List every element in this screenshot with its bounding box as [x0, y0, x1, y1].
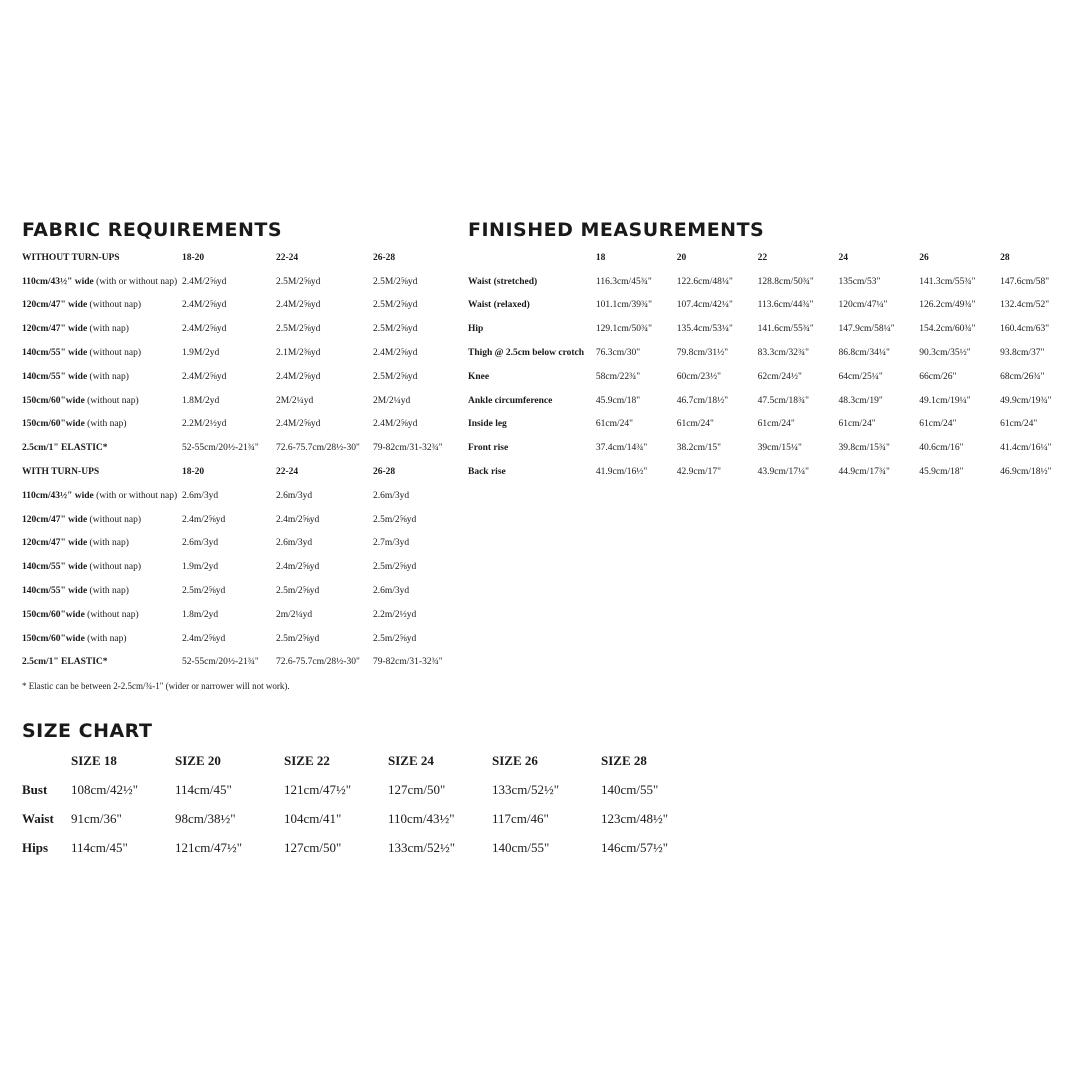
fm-value-cell: 61cm/24" — [757, 419, 795, 430]
fm-value-cell: 154.2cm/60¾" — [919, 324, 976, 335]
fabric-amount-cell: 2.5M/2⅝yd — [276, 324, 321, 335]
nap-note: (with or without nap) — [96, 490, 178, 501]
sc-header-row — [22, 746, 681, 775]
fabric-amount-cell: 2.6m/3yd — [182, 490, 219, 501]
sc-size-header: SIZE 18 — [71, 752, 117, 768]
sc-value-cell: 140cm/55" — [601, 781, 659, 797]
fabric-with-row — [22, 484, 448, 508]
sc-value-cell: 114cm/45" — [71, 839, 128, 855]
fm-header-row — [468, 246, 1080, 270]
fabric-amount-cell: 79-82cm/31-32¾" — [373, 443, 443, 454]
fabric-amount-cell: 2.4m/2⅝yd — [276, 562, 320, 573]
nap-note: (without nap) — [89, 300, 141, 311]
sc-row — [22, 775, 681, 804]
fabric-with-row — [22, 579, 448, 603]
fabric-amount-cell: 2.4M/2⅝yd — [182, 371, 227, 382]
fabric-width-label — [22, 484, 182, 508]
fm-value-cell: 39cm/15¼" — [757, 443, 802, 454]
finished-measurements-table — [468, 246, 1080, 484]
sc-row — [22, 804, 681, 833]
fm-measure-label: Waist (relaxed) — [468, 300, 530, 311]
fm-value-cell: 61cm/24" — [919, 419, 957, 430]
fabric-width-text: 140cm/55" wide — [22, 586, 88, 597]
fabric-width-text: 110cm/43½" wide — [22, 276, 94, 287]
sc-value-cell: 108cm/42½" — [71, 781, 139, 797]
sc-size-header: SIZE 24 — [388, 752, 434, 768]
fabric-width-label — [22, 532, 182, 556]
fabric-amount-cell: 2.6m/3yd — [276, 538, 313, 549]
sc-header-blank — [22, 746, 71, 775]
fabric-amount-cell: 2.7m/3yd — [373, 538, 410, 549]
fabric-with-header-cell: 26-28 — [373, 467, 396, 478]
fm-value-cell: 66cm/26" — [919, 371, 957, 382]
fabric-without-row — [22, 294, 448, 318]
fm-value-cell: 68cm/26¾" — [1000, 371, 1045, 382]
fm-value-cell: 160.4cm/63" — [1000, 324, 1050, 335]
fm-header-blank — [468, 246, 596, 270]
fabric-width-text: 2.5cm/1" ELASTIC* — [22, 443, 108, 454]
fabric-width-text: 140cm/55" wide — [22, 348, 88, 359]
fm-row — [468, 294, 1080, 318]
fabric-with-row — [22, 651, 448, 675]
fm-value-cell: 49.1cm/19¼" — [919, 395, 971, 406]
fm-value-cell: 42.9cm/17" — [676, 467, 722, 478]
fm-value-cell: 43.9cm/17¼" — [757, 467, 809, 478]
fabric-without-header-cell: 26-28 — [373, 252, 396, 263]
fabric-width-text: 110cm/43½" wide — [22, 490, 94, 501]
fabric-amount-cell: 2.5m/2⅝yd — [373, 514, 417, 525]
fm-measure-label: Ankle circumference — [468, 395, 553, 406]
fm-value-cell: 86.8cm/34¼" — [838, 348, 890, 359]
fabric-amount-cell: 2M/2¼yd — [373, 395, 411, 406]
fm-size-header: 24 — [838, 252, 848, 263]
fabric-amount-cell: 52-55cm/20½-21¾" — [182, 443, 259, 454]
fabric-amount-cell: 2.5M/2⅝yd — [373, 300, 418, 311]
sc-value-cell: 117cm/46" — [492, 810, 549, 826]
fm-measure-label: Knee — [468, 371, 490, 382]
fabric-amount-cell: 2.5M/2⅝yd — [373, 371, 418, 382]
fabric-amount-cell: 2.4M/2⅝yd — [373, 419, 418, 430]
sc-value-cell: 146cm/57½" — [601, 839, 669, 855]
fabric-without-row — [22, 365, 448, 389]
finished-measurements-heading: FINISHED MEASUREMENTS — [468, 219, 765, 241]
fm-value-cell: 116.3cm/45¾" — [595, 276, 652, 287]
fabric-amount-cell: 2M/2¼yd — [276, 395, 314, 406]
fabric-amount-cell: 2.5m/2⅝yd — [373, 633, 417, 644]
fabric-width-text: 140cm/55" wide — [22, 562, 88, 573]
fm-value-cell: 39.8cm/15¾" — [838, 443, 890, 454]
fm-value-cell: 47.5cm/18¾" — [757, 395, 809, 406]
sc-value-cell: 127cm/50" — [284, 839, 342, 855]
fm-value-cell: 64cm/25¼" — [838, 371, 883, 382]
fabric-amount-cell: 1.8M/2yd — [182, 395, 220, 406]
sc-value-cell: 114cm/45" — [175, 781, 232, 797]
fabric-amount-cell: 2.6m/3yd — [276, 490, 313, 501]
fm-size-header: 26 — [919, 252, 929, 263]
nap-note: (with nap) — [87, 633, 127, 644]
fabric-width-text: 150cm/60"wide — [22, 609, 85, 620]
sc-size-header: SIZE 20 — [175, 752, 221, 768]
fabric-amount-cell: 2.4M/2⅝yd — [182, 276, 227, 287]
fm-value-cell: 141.3cm/55¾" — [919, 276, 976, 287]
fabric-width-label — [22, 436, 182, 460]
fabric-width-text: 150cm/60"wide — [22, 633, 85, 644]
fm-value-cell: 44.9cm/17¾" — [838, 467, 890, 478]
fabric-amount-cell: 2.5m/2⅝yd — [373, 562, 417, 573]
fabric-width-label — [22, 413, 182, 437]
fabric-amount-cell: 72.6-75.7cm/28½-30" — [276, 443, 360, 454]
fm-value-cell: 126.2cm/49¾" — [919, 300, 976, 311]
fabric-width-label — [22, 317, 182, 341]
fm-row — [468, 317, 1080, 341]
fm-size-header: 18 — [595, 252, 606, 263]
fabric-without-turnups-section — [22, 246, 448, 460]
fabric-amount-cell: 2.2m/2½yd — [373, 609, 417, 620]
fabric-without-row — [22, 270, 448, 294]
fabric-amount-cell: 2.5M/2⅝yd — [373, 324, 418, 335]
sc-measure-label: Bust — [22, 781, 48, 797]
fm-value-cell: 37.4cm/14¾" — [595, 443, 648, 454]
fabric-with-row — [22, 627, 448, 651]
fm-value-cell: 58cm/22¾" — [595, 371, 641, 382]
fm-value-cell: 83.3cm/32¾" — [757, 348, 809, 359]
nap-note: (with or without nap) — [96, 276, 178, 287]
fm-value-cell: 61cm/24" — [1000, 419, 1038, 430]
fabric-width-label — [22, 603, 182, 627]
fabric-amount-cell: 2.1M/2⅜yd — [276, 348, 321, 359]
elastic-footnote: * Elastic can be between 2-2.5cm/¾-1" (wider or narrower will not work). — [22, 681, 290, 691]
fabric-amount-cell: 1.9m/2yd — [182, 562, 219, 573]
fabric-with-turnups-section — [22, 460, 448, 674]
fabric-amount-cell: 2.5M/2⅝yd — [373, 276, 418, 287]
fm-row — [468, 341, 1080, 365]
fabric-without-row — [22, 436, 448, 460]
fabric-without-row — [22, 389, 448, 413]
fabric-with-row — [22, 532, 448, 556]
nap-note: (without nap) — [89, 514, 141, 525]
fm-value-cell: 61cm/24" — [595, 419, 634, 430]
sc-value-cell: 123cm/48½" — [601, 810, 669, 826]
sc-value-cell: 104cm/41" — [284, 810, 342, 826]
sc-value-cell: 98cm/38½" — [175, 810, 236, 826]
sc-value-cell: 91cm/36" — [71, 810, 122, 826]
sc-measure-label: Hips — [22, 839, 49, 855]
fabric-width-text: 120cm/47" wide — [22, 300, 88, 311]
sc-value-cell: 121cm/47½" — [284, 781, 352, 797]
fabric-width-label — [22, 651, 182, 675]
sc-value-cell: 133cm/52½" — [492, 781, 560, 797]
fm-row — [468, 389, 1080, 413]
fm-value-cell: 45.9cm/18" — [595, 395, 641, 406]
sc-value-cell: 121cm/47½" — [175, 839, 243, 855]
fabric-amount-cell: 2.6m/3yd — [182, 538, 219, 549]
sc-value-cell: 133cm/52½" — [388, 839, 456, 855]
nap-note: (without nap) — [89, 562, 141, 573]
fabric-amount-cell: 2.5m/2⅝yd — [182, 586, 226, 597]
fm-value-cell: 120cm/47¼" — [838, 300, 888, 311]
fm-measure-label: Inside leg — [468, 419, 507, 430]
fm-value-cell: 41.9cm/16½" — [595, 467, 648, 478]
nap-note: (with nap) — [87, 419, 127, 430]
fabric-without-header-cell: WITHOUT TURN-UPS — [22, 252, 120, 263]
fm-value-cell: 41.4cm/16¼" — [1000, 443, 1052, 454]
fm-value-cell: 141.6cm/55¾" — [757, 324, 814, 335]
fm-value-cell: 147.6cm/58" — [1000, 276, 1050, 287]
fabric-amount-cell: 2.4m/2⅝yd — [182, 633, 226, 644]
fm-value-cell: 147.9cm/58¼" — [838, 324, 895, 335]
fm-value-cell: 135cm/53" — [838, 276, 881, 287]
nap-note: (without nap) — [87, 609, 139, 620]
fm-value-cell: 113.6cm/44¾" — [757, 300, 814, 311]
nap-note: (with nap) — [89, 324, 129, 335]
fabric-amount-cell: 2.5M/2⅝yd — [276, 276, 321, 287]
fm-value-cell: 101.1cm/39¾" — [595, 300, 653, 311]
fabric-amount-cell: 72.6-75.7cm/28½-30" — [276, 657, 360, 668]
fm-measure-label: Hip — [468, 324, 484, 335]
sc-size-header: SIZE 28 — [601, 752, 647, 768]
fabric-width-label — [22, 508, 182, 532]
fabric-width-text: 150cm/60"wide — [22, 419, 85, 430]
fabric-amount-cell: 2.4m/2⅝yd — [182, 514, 226, 525]
nap-note: (with nap) — [89, 371, 129, 382]
fm-value-cell: 61cm/24" — [838, 419, 876, 430]
fm-size-header: 22 — [757, 252, 768, 263]
fabric-width-text: 2.5cm/1" ELASTIC* — [22, 657, 108, 668]
fm-row — [468, 365, 1080, 389]
fm-value-cell: 93.8cm/37" — [1000, 348, 1045, 359]
fabric-with-header-cell: 18-20 — [182, 467, 205, 478]
fabric-amount-cell: 2.4M/2⅝yd — [276, 371, 321, 382]
fabric-amount-cell: 2.6m/3yd — [373, 586, 410, 597]
fm-row — [468, 270, 1080, 294]
fabric-amount-cell: 2.5m/2⅝yd — [276, 633, 320, 644]
fabric-with-row — [22, 555, 448, 579]
fm-measure-label: Back rise — [468, 467, 506, 478]
fabric-amount-cell: 2.4M/2⅝yd — [182, 300, 227, 311]
sc-value-cell: 127cm/50" — [388, 781, 446, 797]
fabric-width-text: 120cm/47" wide — [22, 538, 88, 549]
fabric-amount-cell: 2.4M/2⅝yd — [182, 324, 227, 335]
fabric-with-row — [22, 603, 448, 627]
fabric-width-text: 140cm/55" wide — [22, 371, 88, 382]
fm-size-header: 28 — [1000, 252, 1010, 263]
fabric-amount-cell: 52-55cm/20½-21¾" — [182, 657, 259, 668]
fabric-without-header-row — [22, 246, 448, 270]
fm-measure-label: Waist (stretched) — [468, 276, 538, 287]
fm-value-cell: 40.6cm/16" — [919, 443, 964, 454]
fabric-with-row — [22, 508, 448, 532]
fm-value-cell: 128.8cm/50¾" — [757, 276, 814, 287]
fm-value-cell: 46.7cm/18½" — [676, 395, 729, 406]
fabric-width-text: 120cm/47" wide — [22, 324, 88, 335]
fm-value-cell: 76.3cm/30" — [595, 348, 641, 359]
sc-value-cell: 140cm/55" — [492, 839, 550, 855]
fm-row — [468, 413, 1080, 437]
fm-value-cell: 46.9cm/18½" — [1000, 467, 1052, 478]
fabric-amount-cell: 2.5m/2⅝yd — [276, 586, 320, 597]
fabric-with-header-cell: 22-24 — [276, 467, 299, 478]
fm-row — [468, 436, 1080, 460]
fm-value-cell: 45.9cm/18" — [919, 467, 964, 478]
fm-value-cell: 60cm/23½" — [676, 371, 722, 382]
sc-value-cell: 110cm/43½" — [388, 810, 455, 826]
fabric-width-label — [22, 341, 182, 365]
fm-value-cell: 122.6cm/48¼" — [676, 276, 733, 287]
fm-size-header: 20 — [676, 252, 687, 263]
sc-size-header: SIZE 26 — [492, 752, 538, 768]
fabric-requirements-heading: FABRIC REQUIREMENTS — [22, 219, 283, 241]
fabric-amount-cell: 2.6m/3yd — [373, 490, 410, 501]
fabric-amount-cell: 2.4m/2⅝yd — [276, 514, 320, 525]
fabric-width-label — [22, 389, 182, 413]
sc-row — [22, 833, 681, 862]
fabric-width-text: 150cm/60"wide — [22, 395, 85, 406]
nap-note: (without nap) — [89, 348, 141, 359]
fabric-without-row — [22, 413, 448, 437]
fabric-with-header-row — [22, 460, 448, 484]
fabric-amount-cell: 2.2M/2½yd — [182, 419, 227, 430]
fabric-amount-cell: 2.4M/2⅝yd — [276, 419, 321, 430]
fm-value-cell: 62cm/24½" — [757, 371, 802, 382]
fabric-without-row — [22, 341, 448, 365]
fm-value-cell: 49.9cm/19¾" — [1000, 395, 1052, 406]
fabric-width-label — [22, 555, 182, 579]
fm-measure-label: Thigh @ 2.5cm below crotch — [468, 348, 585, 359]
fabric-width-label — [22, 365, 182, 389]
fm-value-cell: 129.1cm/50¾" — [595, 324, 653, 335]
fabric-amount-cell: 2.4M/2⅝yd — [373, 348, 418, 359]
sc-measure-label: Waist — [22, 810, 54, 826]
fm-value-cell: 61cm/24" — [676, 419, 714, 430]
fabric-amount-cell: 79-82cm/31-32¾" — [373, 657, 443, 668]
fabric-with-header-cell: WITH TURN-UPS — [22, 467, 100, 478]
fm-row — [468, 460, 1080, 484]
fabric-amount-cell: 1.9M/2yd — [182, 348, 220, 359]
fabric-without-header-cell: 18-20 — [182, 252, 205, 263]
fm-value-cell: 135.4cm/53¼" — [676, 324, 733, 335]
sc-size-header: SIZE 22 — [284, 752, 330, 768]
fabric-width-label — [22, 270, 182, 294]
fm-value-cell: 38.2cm/15" — [676, 443, 722, 454]
nap-note: (without nap) — [87, 395, 139, 406]
fabric-without-header-cell: 22-24 — [276, 252, 299, 263]
fabric-amount-cell: 2.4M/2⅝yd — [276, 300, 321, 311]
nap-note: (with nap) — [89, 586, 129, 597]
fabric-without-row — [22, 317, 448, 341]
fabric-width-label — [22, 627, 182, 651]
fm-value-cell: 107.4cm/42¼" — [676, 300, 733, 311]
fm-value-cell: 48.3cm/19" — [838, 395, 883, 406]
fm-value-cell: 90.3cm/35½" — [919, 348, 971, 359]
nap-note: (with nap) — [89, 538, 129, 549]
fabric-width-text: 120cm/47" wide — [22, 514, 88, 525]
fabric-requirements-table — [22, 246, 448, 674]
fabric-amount-cell: 1.8m/2yd — [182, 609, 219, 620]
fabric-width-label — [22, 294, 182, 318]
fabric-amount-cell: 2m/2¼yd — [276, 609, 313, 620]
fm-value-cell: 132.4cm/52" — [1000, 300, 1050, 311]
size-chart-heading: SIZE CHART — [22, 720, 153, 742]
fabric-width-label — [22, 579, 182, 603]
fm-measure-label: Front rise — [468, 443, 509, 454]
fm-value-cell: 79.8cm/31½" — [676, 348, 729, 359]
size-chart-table — [22, 746, 681, 862]
